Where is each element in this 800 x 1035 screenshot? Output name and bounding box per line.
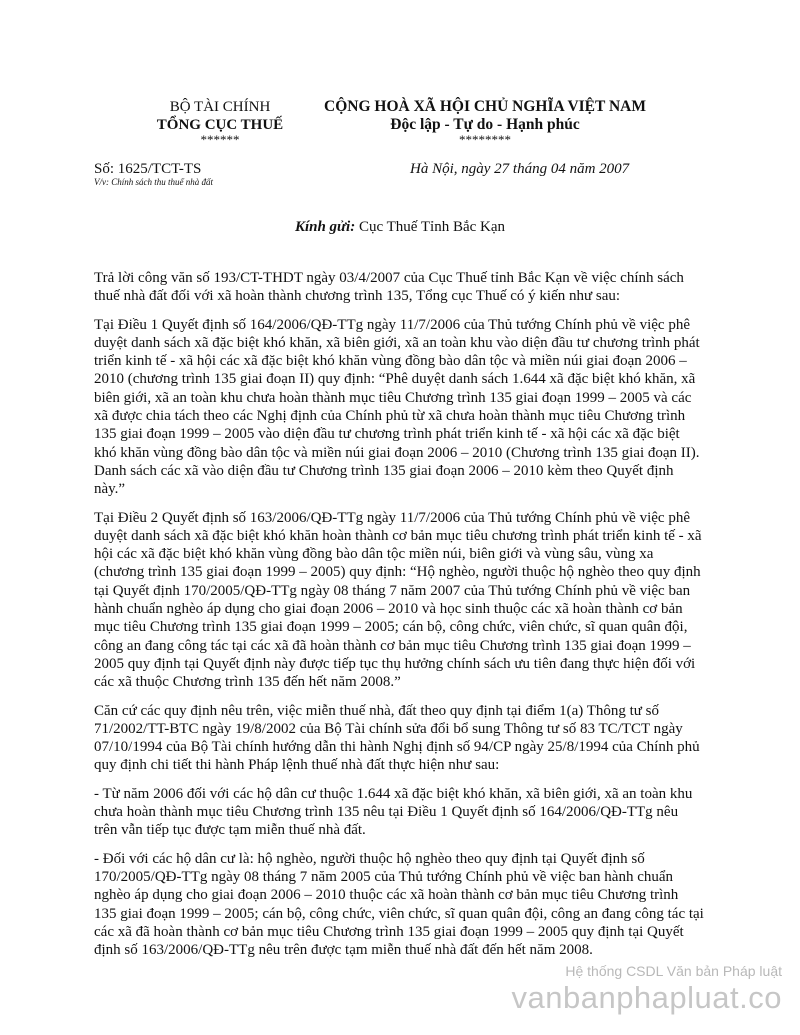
watermark-caption: Hệ thống CSDL Văn bản Pháp luật [565, 963, 782, 979]
issuer-stars: ****** [200, 132, 240, 147]
body-paragraph: Căn cứ các quy định nêu trên, việc miễn thuế nhà, đất theo quy định tại điểm 1(a) Thông tư số 71/2002/TT-BTC ngày 19/8/2002 của Bộ Tài chính sửa đổi bổ sung Thông tư số 83 TC/TCT ngày 07/10/1994 của Bộ Tài chính hướng dẫn thi hành Nghị định số 94/CP ngày 25/8/1994 của Chính phủ quy định chi tiết thi hành Pháp lệnh thuế nhà đất thực hiện như sau: [94, 702, 700, 774]
body-paragraph: Trả lời công văn số 193/CT-THDT ngày 03/4/2007 của Cục Thuế tỉnh Bắc Kạn về việc chính sách thuế nhà đất đối với xã hoàn thành chương trình 135, Tổng cục Thuế có ý kiến như sau: [94, 270, 684, 305]
recipient-label: Kính gửi: [294, 219, 356, 235]
place-date: Hà Nội, ngày 27 tháng 04 năm 2007 [410, 161, 630, 177]
body-paragraph: - Đối với các hộ dân cư là: hộ nghèo, người thuộc hộ nghèo theo quy định tại Quyết định số 170/2005/QĐ-TTg ngày 08 tháng 7 năm 2005 của Thủ tướng Chính phủ về việc ban hành chuẩn nghèo áp dụng cho giai đoạn 2006 – 2010 thuộc các xã hoàn thành cơ bản mục tiêu Chương trình 135 giai đoạn 1999 – 2005; cán bộ, công chức, viên chức, sĩ quan quân đội, công an đang công tác tại các xã đã hoàn thành cơ bản mục tiêu Chương trình 135 giai đoạn 1999 – 2005 quy định tại Quyết định số 163/2006/QĐ-TTg nêu trên được tạm miễn thuế nhà đất đến hết năm 2008. [94, 850, 704, 959]
nation-name: CỘNG HOÀ XÃ HỘI CHỦ NGHĨA VIỆT NAM [324, 98, 646, 115]
national-motto: Độc lập - Tự do - Hạnh phúc [390, 116, 580, 133]
document-body [94, 269, 704, 969]
recipient-line [0, 218, 800, 236]
body-paragraph: Tại Điều 1 Quyết định số 164/2006/QĐ-TTg ngày 11/7/2006 của Thủ tướng Chính phủ về việc phê duyệt danh sách xã đặc biệt khó khăn, xã biên giới, xã an toàn khu vào diện đầu tư chương trình phát triển kinh tế - xã hội các xã đặc biệt khó khăn vùng đồng bào dân tộc và miền núi giai đoạn 2006 – 2010 (chương trình 135 giai đoạn II) quy định: “Phê duyệt danh sách 1.644 xã đặc biệt khó khăn, xã biên giới, xã an toàn khu chưa hoàn thành mục tiêu Chương trình 135 giai đoạn 1999 – 2005 và các xã được chia tách theo các Nghị định của Chính phủ từ xã chưa hoàn thành mục tiêu Chương trình 135 giai đoạn 1999 – 2005 vào diện đầu tư chương trình phát triển kinh tế - xã hội các xã đặc biệt khó khăn vùng đồng bào dân tộc và miền núi giai đoạn 2006 – 2010 (Chương trình 135 giai đoạn II). Danh sách các xã vào diện đầu tư Chương trình 135 giai đoạn 2006 – 2010 kèm theo Quyết định này.” [94, 316, 700, 498]
recipient-name: Cục Thuế Tỉnh Bắc Kạn [358, 219, 506, 235]
ministry-name: BỘ TÀI CHÍNH [169, 99, 271, 115]
body-paragraph: Tại Điều 2 Quyết định số 163/2006/QĐ-TTg ngày 11/7/2006 của Thủ tướng Chính phủ về việc phê duyệt danh sách xã đặc biệt khó khăn hoàn thành cơ bản mục tiêu chương trình phát triển kinh tế - xã hội các xã đặc biệt khó khăn vùng đồng bào dân tộc miền núi, biên giới và vùng sâu, vùng xa (chương trình 135 giai đoạn 1999 – 2005) quy định: “Hộ nghèo, người thuộc hộ nghèo theo quy định tại Quyết định 170/2005/QĐ-TTg ngày 08 tháng 7 năm 2007 của Thủ tướng Chính phủ về việc ban hành chuẩn nghèo áp dụng cho giai đoạn 2006 – 2010 và học sinh thuộc các xã hoàn thành cơ bản mục tiêu Chương trình 135 giai đoạn 1999 – 2005; cán bộ, công chức, viên chức, sĩ quan quân đội, công an đang công tác tại các xã đã hoàn thành cơ bản mục tiêu Chương trình 135 giai đoạn 1999 – 2005 quy định tại Quyết định này được tiếp tục thụ hưởng chính sách ưu tiên đang thực hiện đối với các xã thuộc Chương trình 135 đến hết năm 2008.” [94, 509, 702, 691]
document-subject: V/v: Chính sách thu thuế nhà đất [94, 177, 213, 187]
national-header [300, 98, 670, 146]
watermark-site: vanbanphapluat.co [511, 980, 782, 1015]
body-paragraph: - Từ năm 2006 đối với các hộ dân cư thuộc 1.644 xã đặc biệt khó khăn, xã biên giới, xã an toàn khu chưa hoàn thành mục tiêu Chương trình 135 nêu tại Điều 1 Quyết định số 164/2006/QĐ-TTg nêu trên vẫn tiếp tục được tạm miễn thuế nhà đất. [94, 785, 693, 839]
department-name: TỔNG CỤC THUẾ [156, 117, 284, 133]
document-number: Số: 1625/TCT-TS [94, 161, 202, 177]
issuer-block [120, 98, 320, 146]
national-stars: ******** [459, 132, 511, 147]
